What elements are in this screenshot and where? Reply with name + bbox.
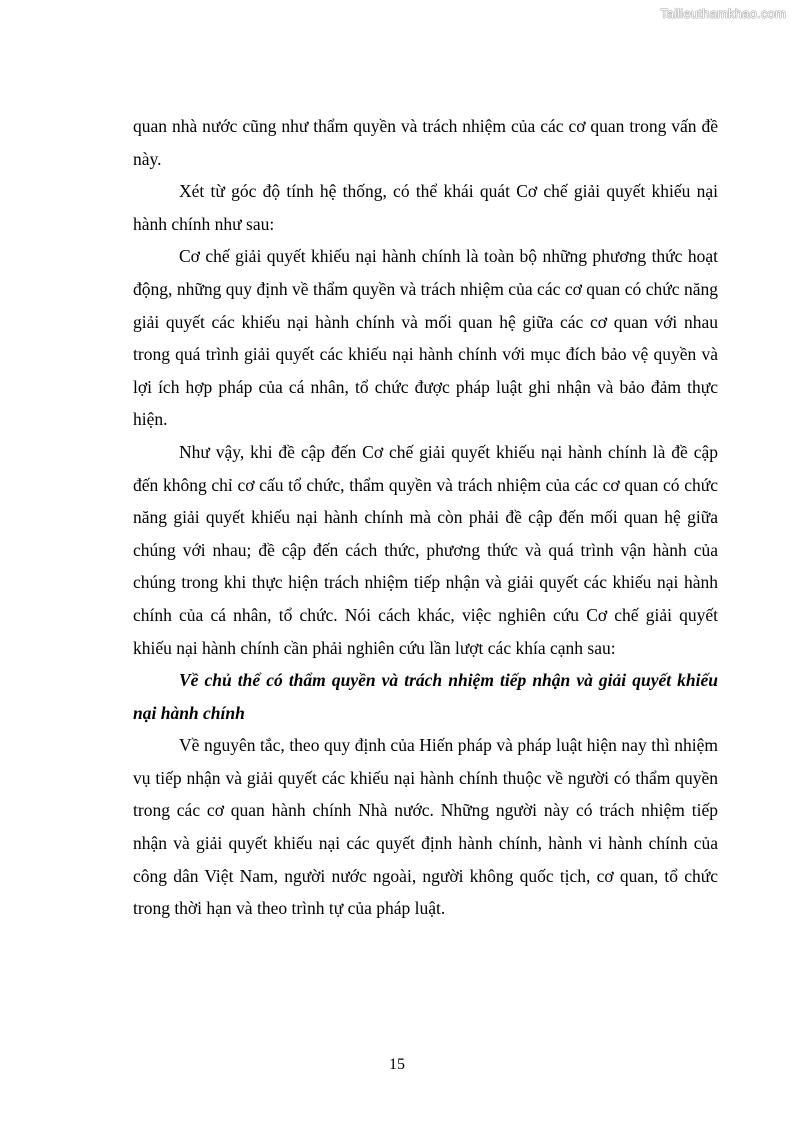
document-body	[133, 110, 718, 925]
section-heading: Về chủ thể có thẩm quyền và trách nhiệm tiếp nhận và giải quyết khiếu nại hành chính	[133, 670, 718, 723]
paragraph-systemic-view: Xét từ góc độ tính hệ thống, có thể khái quát Cơ chế giải quyết khiếu nại hành chính như sau:	[133, 181, 718, 234]
watermark-text: Tailieuthamkhao.com	[660, 6, 786, 21]
page-number: 15	[389, 1056, 405, 1073]
paragraph-principle: Về nguyên tắc, theo quy định của Hiến pháp và pháp luật hiện nay thì nhiệm vụ tiếp nhận và giải quyết các khiếu nại hành chính thuộc về người có thẩm quyền trong các cơ quan hành chính Nhà nước. Những người này có trách nhiệm tiếp nhận và giải quyết khiếu nại các quyết định hành chính, hành vi hành chính của công dân Việt Nam, người nước ngoài, người không quốc tịch, cơ quan, tổ chức trong thời hạn và theo trình tự của pháp luật.	[133, 735, 718, 919]
paragraph-definition: Cơ chế giải quyết khiếu nại hành chính là toàn bộ những phương thức hoạt động, những quy định về thẩm quyền và trách nhiệm của các cơ quan có chức năng giải quyết các khiếu nại hành chính và mối quan hệ giữa các cơ quan với nhau trong quá trình giải quyết các khiếu nại hành chính với mục đích bảo vệ quyền và lợi ích hợp pháp của cá nhân, tổ chức được pháp luật ghi nhận và bảo đảm thực hiện.	[133, 246, 718, 430]
paragraph-continuation: quan nhà nước cũng như thẩm quyền và trách nhiệm của các cơ quan trong vấn đề này.	[133, 116, 718, 169]
paragraph-scope: Như vậy, khi đề cập đến Cơ chế giải quyết khiếu nại hành chính là đề cập đến không chỉ cơ cấu tổ chức, thẩm quyền và trách nhiệm của các cơ quan có chức năng giải quyết khiếu nại hành chính mà còn phải đề cập đến mối quan hệ giữa chúng với nhau; đề cập đến cách thức, phương thức và quá trình vận hành của chúng trong khi thực hiện trách nhiệm tiếp nhận và giải quyết các khiếu nại hành chính của cá nhân, tổ chức. Nói cách khác, việc nghiên cứu Cơ chế giải quyết khiếu nại hành chính cần phải nghiên cứu lần lượt các khía cạnh sau:	[133, 441, 718, 658]
